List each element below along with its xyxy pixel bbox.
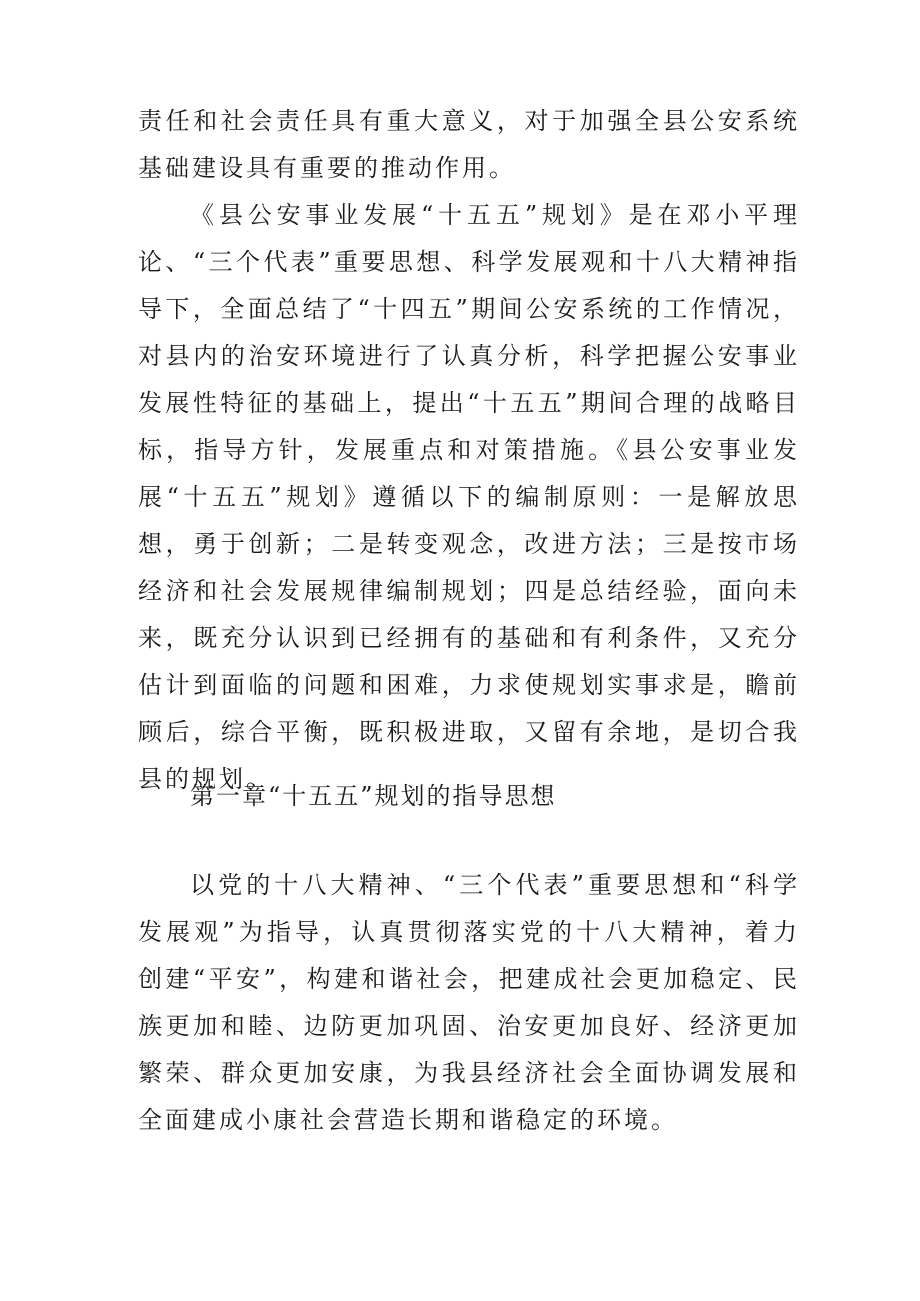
chapter-heading: 第一章“十五五”规划的指导思想 bbox=[190, 782, 557, 810]
paragraph-continuation: 责任和社会责任具有重大意义，对于加强全县公安系统基础建设具有重要的推动作用。 bbox=[138, 107, 800, 182]
paragraph-plan-overview: 《县公安事业发展“十五五”规划》是在邓小平理论、“三个代表”重要思想、科学发展观和十八大精神指导下，全面总结了“十四五”期间公安系统的工作情况，对县内的治安环境进行了认真分析，科学把握公安事业发展性特征的基础上，提出“十五五”期间合理的战略目标，指导方针，发展重点和对策措施。《县公安事业发展“十五五”规划》遵循以下的编制原则：一是解放思想，勇于创新；二是转变观念，改进方法；三是按市场经济和社会发展规律编制规划；四是总结经验，面向未来，既充分认识到已经拥有的基础和有利条件，又充分估计到面临的问题和困难，力求使规划实事求是，瞻前顾后，综合平衡，既积极进取，又留有余地，是切合我县的规划。 bbox=[138, 201, 800, 793]
paragraph-guiding-ideology: 以党的十八大精神、“三个代表”重要思想和“科学发展观”为指导，认真贯彻落实党的十八大精神，着力创建“平安”，构建和谐社会，把建成社会更加稳定、民族更加和睦、边防更加巩固、治安更加良好、经济更加繁荣、群众更加安康，为我县经济社会全面协调发展和全面建成小康社会营造长期和谐稳定的环境。 bbox=[138, 871, 800, 1134]
